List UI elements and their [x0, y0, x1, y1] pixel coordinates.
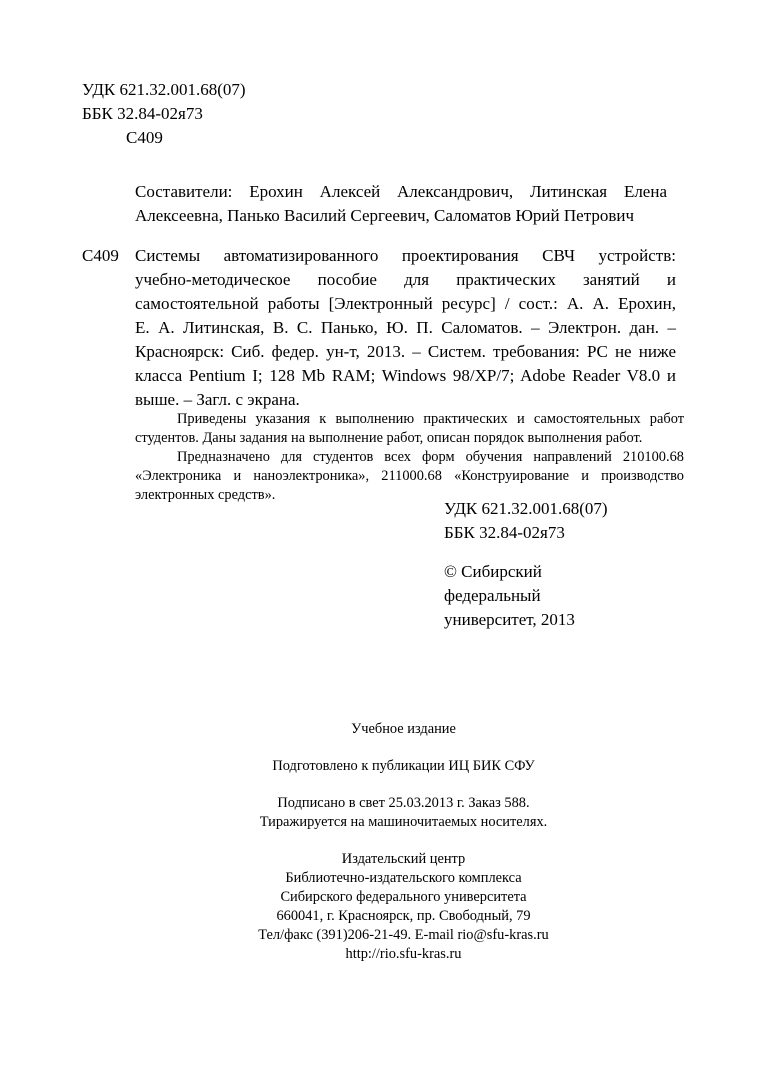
udk-code: УДК 621.32.001.68(07)	[444, 499, 608, 518]
biblio-line: Красноярск: Сиб. федер. ун-т, 2013. – Систем. требования: PC не ниже	[135, 342, 676, 361]
publisher-website: http://rio.sfu-kras.ru	[345, 946, 462, 962]
biblio-line: выше. – Загл. с экрана.	[135, 390, 300, 409]
publisher-line: Сибирского федерального университета	[280, 889, 527, 905]
bibliographic-description	[135, 244, 676, 412]
copyright-line: © Сибирский	[444, 562, 542, 581]
compilers-line: Алексеевна, Панько Василий Сергеевич, Саломатов Юрий Петрович	[135, 206, 635, 225]
right-classification-codes	[444, 497, 608, 545]
replicated-note: Тиражируется на машиночитаемых носителях.	[259, 814, 548, 830]
publisher-contacts: Тел/факс (391)206-21-49. E-mail rio@sfu-kras.ru	[258, 927, 549, 943]
annotation-line: Предназначено для студентов всех форм обучения направлений 210100.68	[177, 449, 684, 465]
author-code: С409	[126, 128, 163, 147]
publisher-address: 660041, г. Красноярск, пр. Свободный, 79	[276, 908, 531, 924]
publisher-line: Издательский центр	[341, 851, 466, 867]
biblio-line: Е. А. Литинская, В. С. Панько, Ю. П. Саломатов. – Электрон. дан. –	[135, 318, 676, 337]
copyright-line: университет, 2013	[444, 610, 575, 629]
imprint-block	[0, 720, 763, 964]
signed-note: Подписано в свет 25.03.2013 г. Заказ 588.	[277, 795, 530, 811]
annotation-line: электронных средств».	[135, 487, 276, 503]
biblio-line: учебно-методическое пособие для практических занятий и	[135, 270, 676, 289]
annotation	[135, 410, 684, 505]
biblio-line: самостоятельной работы [Электронный ресурс] / сост.: А. А. Ерохин,	[135, 294, 676, 313]
biblio-line: класса Pentium I; 128 Mb RAM; Windows 98/XP/7; Adobe Reader V8.0 и	[135, 366, 676, 385]
udk-code: УДК 621.32.001.68(07)	[82, 80, 246, 99]
copyright-line: федеральный	[444, 586, 541, 605]
copyright-notice	[444, 560, 575, 632]
top-classification-codes	[82, 78, 246, 150]
annotation-line: студентов. Даны задания на выполнение работ, описан порядок выполнения работ.	[135, 430, 643, 446]
biblio-author-code: С409	[82, 246, 119, 265]
biblio-line: Системы автоматизированного проектирования СВЧ устройств:	[135, 246, 676, 265]
annotation-line: Приведены указания к выполнению практических и самостоятельных работ	[177, 411, 684, 427]
edition-type: Учебное издание	[351, 721, 456, 737]
prepared-note: Подготовлено к публикации ИЦ БИК СФУ	[272, 758, 535, 774]
bbk-code: ББК 32.84-02я73	[444, 523, 565, 542]
bbk-code: ББК 32.84-02я73	[82, 104, 203, 123]
compilers-line: Составители: Ерохин Алексей Александрович, Литинская Елена	[135, 182, 667, 201]
compilers-block	[135, 180, 667, 228]
annotation-line: «Электроника и наноэлектроника», 211000.68 «Конструирование и производство	[135, 468, 684, 484]
publisher-line: Библиотечно-издательского комплекса	[285, 870, 522, 886]
